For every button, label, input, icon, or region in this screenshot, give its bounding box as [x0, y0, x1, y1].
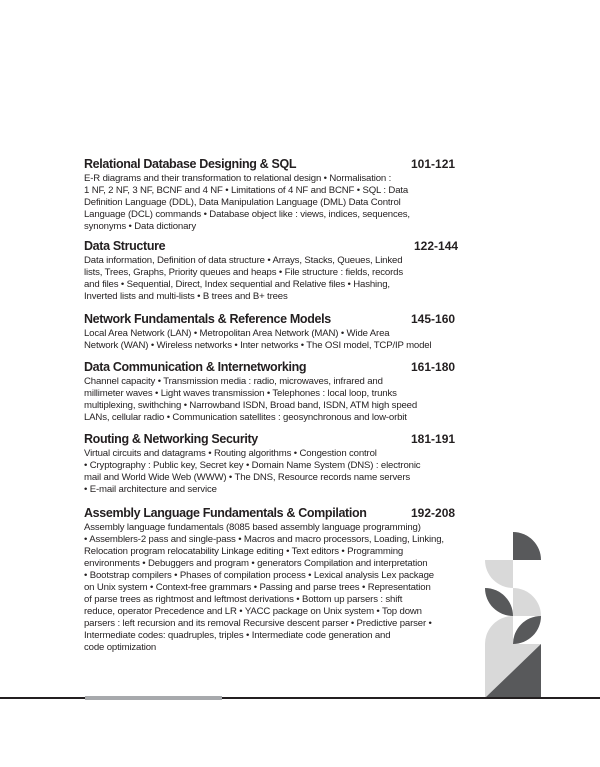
topic-line: environments • Debuggers and program • generators Compilation and interpretation	[84, 558, 428, 570]
topic-line: LANs, cellular radio • Communication satellites : geosynchronous and low-orbit	[84, 412, 407, 424]
topic-line: on Unix system • Context-free grammars • Passing and parse trees • Representation	[84, 582, 431, 594]
topic-line: Language (DCL) commands • Database object like : views, indices, sequences,	[84, 209, 410, 221]
toc-entry-header	[0, 310, 480, 328]
toc-entry	[0, 237, 480, 303]
toc-entry	[0, 504, 480, 654]
chapter-topics	[84, 255, 424, 303]
topic-line: Inverted lists and multi-lists • B trees and B+ trees	[84, 291, 288, 303]
toc-entry	[0, 430, 480, 496]
chapter-topics	[84, 522, 444, 655]
topic-line: synonyms • Data dictionary	[84, 221, 196, 233]
topic-line: mail and World Wide Web (WWW) • The DNS, Resource records name servers	[84, 472, 411, 484]
toc-entry-header	[0, 504, 480, 522]
topic-line: and files • Sequential, Direct, Index sequential and Relative files • Hashing,	[84, 279, 390, 291]
chapter-title: Routing & Networking Security	[84, 432, 258, 446]
page-range: 145-160	[411, 312, 456, 326]
topic-line: code optimization	[84, 642, 157, 654]
toc-entry-header	[0, 430, 480, 448]
chapter-topics	[84, 173, 424, 233]
topic-line: E-R diagrams and their transformation to relational design • Normalisation :	[84, 173, 392, 184]
topic-line: lists, Trees, Graphs, Priority queues and heaps • File structure : fields, records	[84, 267, 403, 279]
chapter-topics	[84, 328, 432, 352]
topic-line: of parse trees as rightmost and leftmost derivations • Bottom up parsers : shift	[84, 594, 403, 606]
page-range: 181-191	[411, 432, 456, 446]
topic-line: multiplexing, swithching • Narrowband ISDN, Broad band, ISDN, ATM high speed	[84, 400, 418, 412]
topic-line: reduce, operator Precedence and LR • YACC package on Unix system • Top down	[84, 606, 422, 618]
topic-line: • Assemblers-2 pass and single-pass • Macros and macro processors, Loading, Linking,	[84, 534, 444, 546]
topic-line: Assembly language fundamentals (8085 based assembly language programming)	[84, 522, 421, 533]
topic-line: 1 NF, 2 NF, 3 NF, BCNF and 4 NF • Limitations of 4 NF and BCNF • SQL : Data	[84, 185, 409, 197]
topic-line: Channel capacity • Transmission media : radio, microwaves, infrared and	[84, 376, 383, 387]
page-range: 122-144	[414, 239, 459, 253]
decorative-geometric-pattern-icon	[485, 532, 541, 698]
topic-line: parsers : left recursion and its removal Recursive descent parser • Predictive parser •	[84, 618, 432, 630]
topic-line: • E-mail architecture and service	[84, 484, 217, 496]
topic-line: Intermediate codes: quadruples, triples • Intermediate code generation and	[84, 630, 391, 642]
topic-line: Network (WAN) • Wireless networks • Inter networks • The OSI model, TCP/IP model	[84, 340, 432, 352]
footer-rule-accent	[85, 696, 222, 700]
chapter-title: Data Structure	[84, 239, 166, 253]
topic-line: Relocation program relocatability Linkage editing • Text editors • Programming	[84, 546, 404, 558]
chapter-topics	[84, 376, 424, 424]
topic-line: Definition Language (DDL), Data Manipulation Language (DML) Data Control	[84, 197, 401, 209]
toc-entry	[0, 358, 480, 424]
topic-line: • Cryptography : Public key, Secret key • Domain Name System (DNS) : electronic	[84, 460, 421, 472]
chapter-title: Relational Database Designing & SQL	[84, 157, 297, 171]
topic-line: Local Area Network (LAN) • Metropolitan Area Network (MAN) • Wide Area	[84, 328, 390, 339]
toc-entry-header	[0, 155, 480, 173]
toc-entry	[0, 155, 480, 233]
toc-entry-header	[0, 358, 480, 376]
chapter-title: Data Communication & Internetworking	[84, 360, 307, 374]
topic-line: • Bootstrap compilers • Phases of compilation process • Lexical analysis Lex package	[84, 570, 434, 582]
topic-line: millimeter waves • Light waves transmission • Telephones : local loop, trunks	[84, 388, 397, 400]
toc-entry	[0, 310, 480, 352]
topic-line: Virtual circuits and datagrams • Routing algorithms • Congestion control	[84, 448, 377, 459]
page-range: 192-208	[411, 506, 456, 520]
topic-line: Data information, Definition of data structure • Arrays, Stacks, Queues, Linked	[84, 255, 403, 266]
page-range: 101-121	[411, 157, 456, 171]
page-range: 161-180	[411, 360, 456, 374]
chapter-title: Assembly Language Fundamentals & Compilation	[84, 506, 367, 520]
toc-entry-header	[0, 237, 480, 255]
chapter-topics	[84, 448, 424, 496]
chapter-title: Network Fundamentals & Reference Models	[84, 312, 331, 326]
